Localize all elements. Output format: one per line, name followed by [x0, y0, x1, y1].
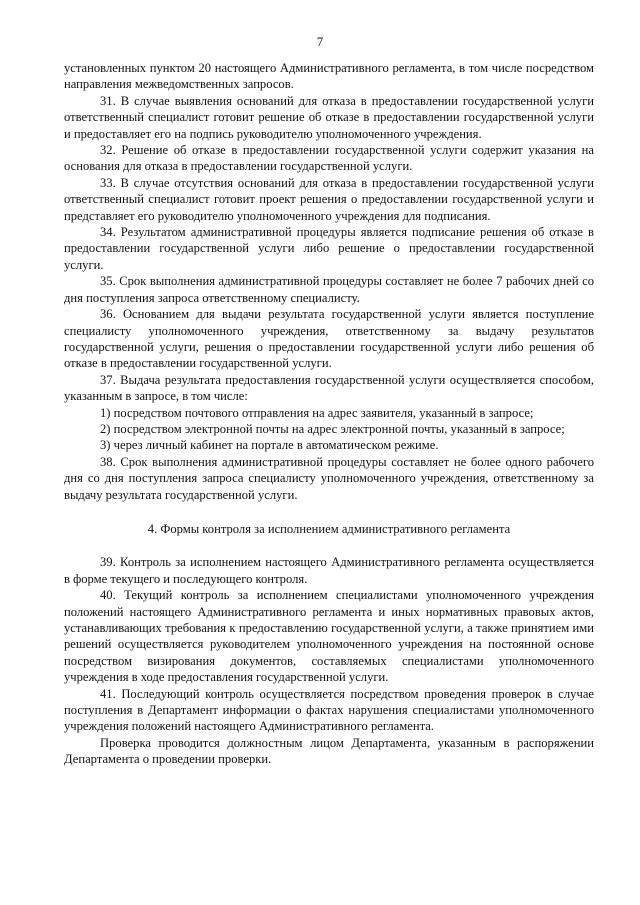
paragraph-39: 39. Контроль за исполнением настоящего Административного регламента осуществляется в форме текущего и последующего контроля. [64, 555, 594, 586]
section-heading: 4. Формы контроля за исполнением административного регламента [147, 521, 511, 536]
paragraph-continuation: установленных пунктом 20 настоящего Административного регламента, в том числе посредством направления межведомственных запросов. [64, 61, 594, 92]
list-item-1: 1) посредством почтового отправления на адрес заявителя, указанный в запросе; [100, 405, 534, 420]
paragraph-31: 31. В случае выявления оснований для отказа в предоставлении государственной услуги ответственный специалист готовит решение об отказе в предоставлении государственной услуги и предоставляет его на подпись руководителю уполномоченного учреждения. [64, 93, 594, 141]
paragraph-41: 41. Последующий контроль осуществляется посредством проведения проверок в случае поступления в Департамент информации о фактах нарушения специалистами уполномоченного учреждения положений настоящего Административного регламента. [64, 686, 594, 734]
paragraph-34: 34. Результатом административной процедуры является подписание решения об отказе в предоставлении государственной услуги либо решение о предоставлении государственной услуги. [64, 225, 594, 272]
paragraph-inspection: Проверка проводится должностным лицом Департамента, указанным в распоряжении Департамента о проведении проверки. [64, 735, 594, 767]
paragraph-37: 37. Выдача результата предоставления государственной услуги осуществляется способом, указанным в запросе, в том числе: [64, 372, 594, 404]
paragraph-36: 36. Основанием для выдачи результата государственной услуги является поступление специалисту уполномоченного учреждения, ответственному за выдачу результатов государственной услуги, решения о предоставлении государственной услуги либо решения об отказе в предоставлении государственной услуги. [64, 307, 594, 371]
paragraph-38: 38. Срок выполнения административной процедуры составляет не более одного рабочего дня со дня поступления запроса специалисту уполномоченного учреждения, ответственному за выдачу результата государственной услуги. [64, 454, 594, 502]
list-item-3: 3) через личный кабинет на портале в автоматическом режиме. [100, 438, 439, 453]
paragraph-40: 40. Текущий контроль за исполнением специалистами уполномоченного учреждения положений настоящего Административного регламента и иных нормативных правовых актов, устанавливающих требования к предоставлению государственной услуги, а также принятием ими решений осуществляется руководителем уполномоченного учреждения на постоянной основе посредством визирования документов, составляемых специалистами уполномоченного учреждения в ходе предоставления государственной услуги. [64, 588, 594, 685]
page-number: 7 [316, 34, 324, 49]
paragraph-33: 33. В случае отсутствия оснований для отказа в предоставлении государственной услуги ответственный специалист готовит проект решения о предоставлении государственной услуги и представляет его руководителю уполномоченного учреждения для подписания. [64, 175, 594, 223]
document-body [64, 60, 594, 768]
paragraph-32: 32. Решение об отказе в предоставлении государственной услуги содержит указания на основания для отказа в предоставлении государственной услуги. [64, 143, 594, 174]
paragraph-35: 35. Срок выполнения административной процедуры составляет не более 7 рабочих дней со дня поступления запроса ответственному специалисту. [64, 274, 594, 305]
list-item-2: 2) посредством электронной почты на адрес электронной почты, указанный в запросе; [100, 421, 565, 436]
